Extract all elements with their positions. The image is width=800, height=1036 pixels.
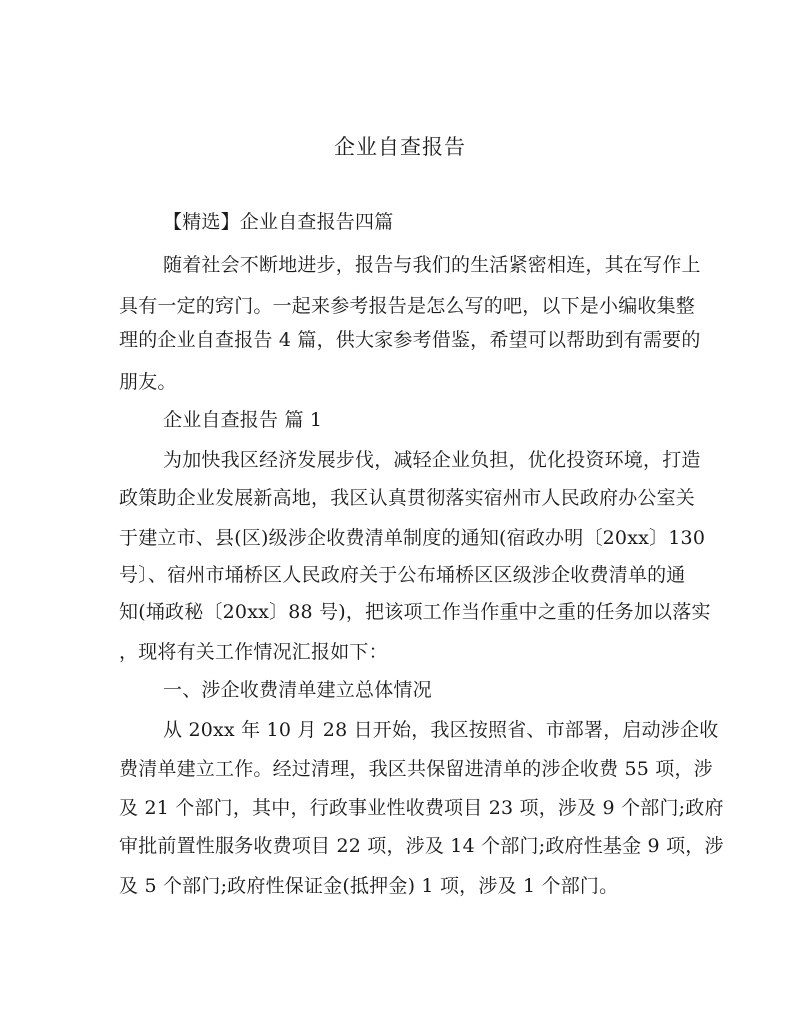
text-line: 理的企业自查报告 4 篇，供大家参考借鉴，希望可以帮助到有需要的 — [119, 329, 701, 351]
text-line: 审批前置性服务收费项目 22 项，涉及 14 个部门;政府性基金 9 项，涉 — [119, 835, 724, 857]
text-line: 知(埇政秘〔20xx〕88 号)，把该项工作当作重中之重的任务加以落实 — [119, 601, 711, 623]
text-line: 及 5 个部门;政府性保证金(抵押金) 1 项，涉及 1 个部门。 — [119, 875, 619, 897]
section-heading: 企业自查报告 篇 1 — [163, 409, 323, 431]
text-line: 费清单建立工作。经过清理，我区共保留进清单的涉企收费 55 项，涉 — [119, 758, 713, 780]
text-line: 号〕、宿州市埇桥区人民政府关于公布埇桥区区级涉企收费清单的通 — [119, 564, 686, 586]
text-line: 从 20xx 年 10 月 28 日开始，我区按照省、市部署，启动涉企收 — [163, 719, 719, 741]
text-line: 【精选】企业自查报告四篇 — [163, 211, 394, 233]
section-heading: 一、涉企收费清单建立总体情况 — [163, 679, 432, 701]
text-line: 随着社会不断地进步，报告与我们的生活紧密相连，其在写作上 — [163, 254, 701, 276]
text-line: 于建立市、县(区)级涉企收费清单制度的通知(宿政办明〔20xx〕130 — [119, 527, 706, 549]
text-line: 为加快我区经济发展步伐，减轻企业负担，优化投资环境，打造 — [163, 449, 701, 471]
document-title: 企业自查报告 — [334, 135, 466, 159]
text-line: 朋友。 — [119, 371, 177, 393]
text-line: 政策助企业发展新高地，我区认真贯彻落实宿州市人民政府办公室关 — [119, 487, 696, 509]
text-line: ，现将有关工作情况汇报如下： — [119, 641, 388, 663]
text-line: 具有一定的窍门。一起来参考报告是怎么写的吧，以下是小编收集整 — [119, 295, 696, 317]
text-line: 及 21 个部门，其中，行政事业性收费项目 23 项，涉及 9 个部门;政府 — [119, 797, 724, 819]
